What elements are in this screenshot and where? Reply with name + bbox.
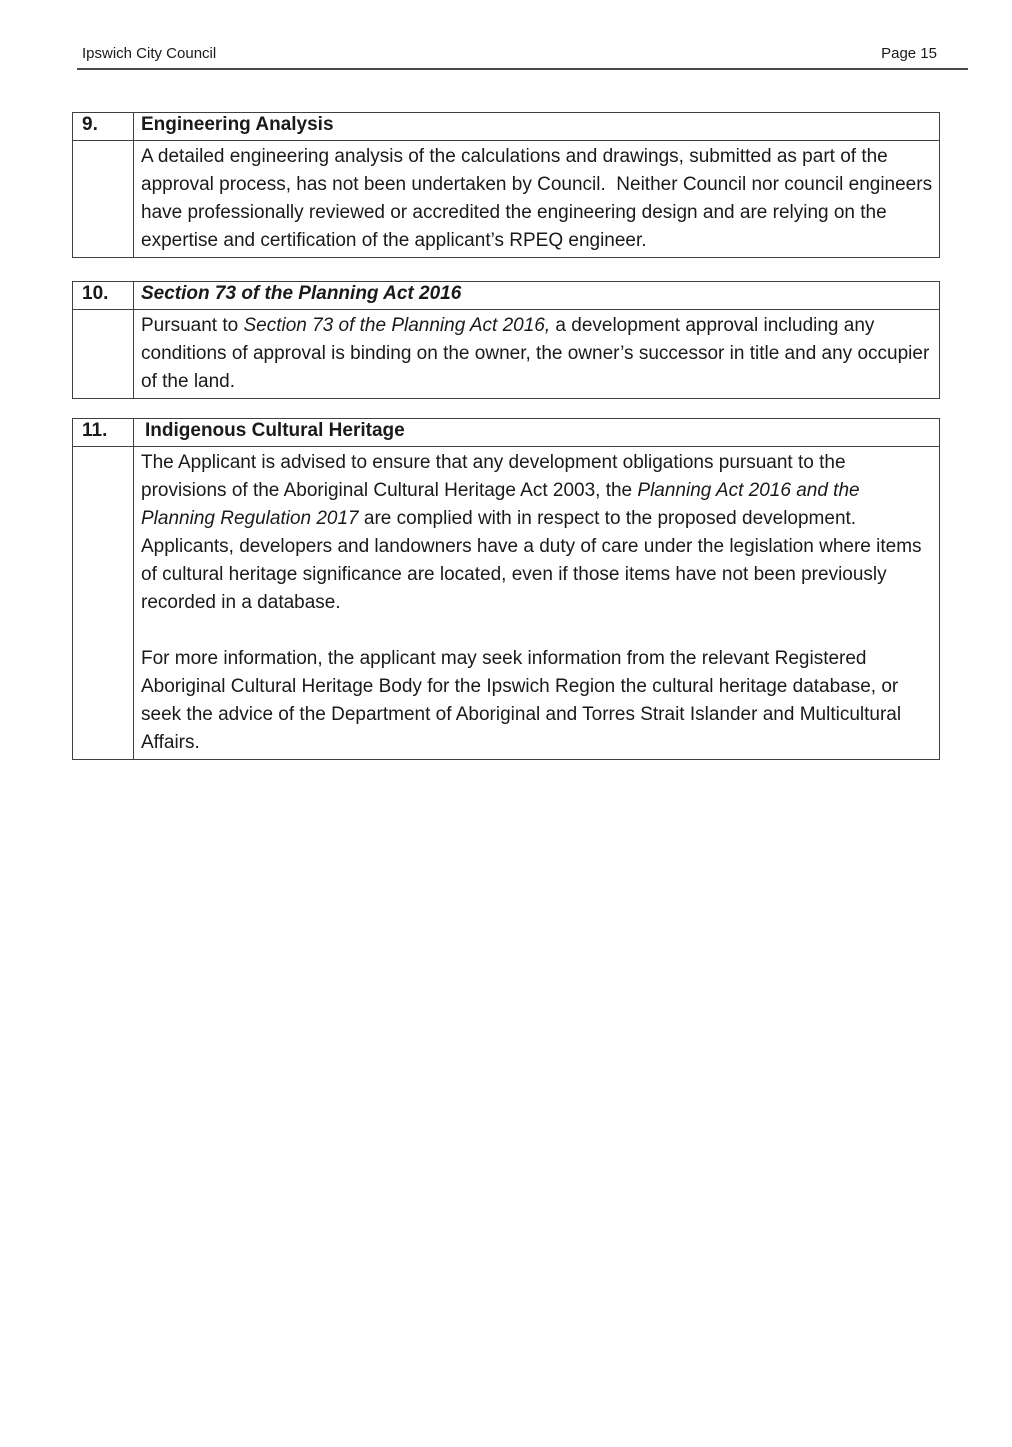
section-10-body-row [73,310,940,399]
text-run: are complied with in respect to the proposed development. Applicants, developers and landowners have a duty of care under the legislation where items of cultural heritage significance are located, even if those items have not been previously recorded in a database. [141,508,927,613]
text-run: For more information, the applicant may seek information from the relevant Registered Aboriginal Cultural Heritage Body for the Ipswich Region the cultural heritage database, or seek the advice of the Department of Aboriginal and Torres Strait Islander and Multicultural Affairs. [141,648,906,753]
section-table-10 [72,281,940,399]
section-11-header-row [73,419,940,447]
section-10-title: Section 73 of the Planning Act 2016 [134,282,940,310]
section-10-body-number-cell [73,310,134,399]
section-11-paragraph-2 [141,645,933,757]
header-document-title: Ipswich City Council [82,45,217,62]
section-table-11 [72,418,940,760]
section-11-paragraph-1 [141,449,933,617]
section-10-paragraph [141,312,933,396]
section-10-body-cell [134,310,940,399]
section-10-header-row [73,282,940,310]
section-9-paragraph [141,143,938,255]
section-10-number: 10. [73,282,134,310]
italic-text-run: Planning Act 2016 and the Planning Regulation 2017 [141,480,865,529]
section-9-header-row [73,113,940,141]
section-9-body-row [73,141,940,258]
section-11-body-number-cell [73,447,134,760]
section-9-body-number-cell [73,141,134,258]
page-header [77,45,968,70]
section-9-title: Engineering Analysis [134,113,940,141]
text-run: a development approval including any conditions of approval is binding on the owner, the owner’s successor in title and any occupier of the land. [141,315,935,392]
section-11-body-cell [134,447,940,760]
text-run: The Applicant is advised to ensure that any development obligations pursuant to the provisions of the Aboriginal Cultural Heritage Act 2003, the [141,452,851,501]
section-table-9 [72,112,940,258]
section-11-title: Indigenous Cultural Heritage [134,419,940,447]
text-run: A detailed engineering analysis of the calculations and drawings, submitted as part of the approval process, has not been undertaken by Council. Neither Council nor council engineers have professionally reviewed or accredited the engineering design and are relying on the expertise and certification of the applicant’s RPEQ engineer. [141,146,938,251]
section-9-number: 9. [73,113,134,141]
section-11-body-row [73,447,940,760]
header-page-number: Page 15 [881,45,937,62]
section-9-body-cell [134,141,940,258]
italic-text-run: Section 73 of the Planning Act 2016, [243,315,551,336]
section-11-number: 11. [73,419,134,447]
text-run: Pursuant to [141,315,244,336]
